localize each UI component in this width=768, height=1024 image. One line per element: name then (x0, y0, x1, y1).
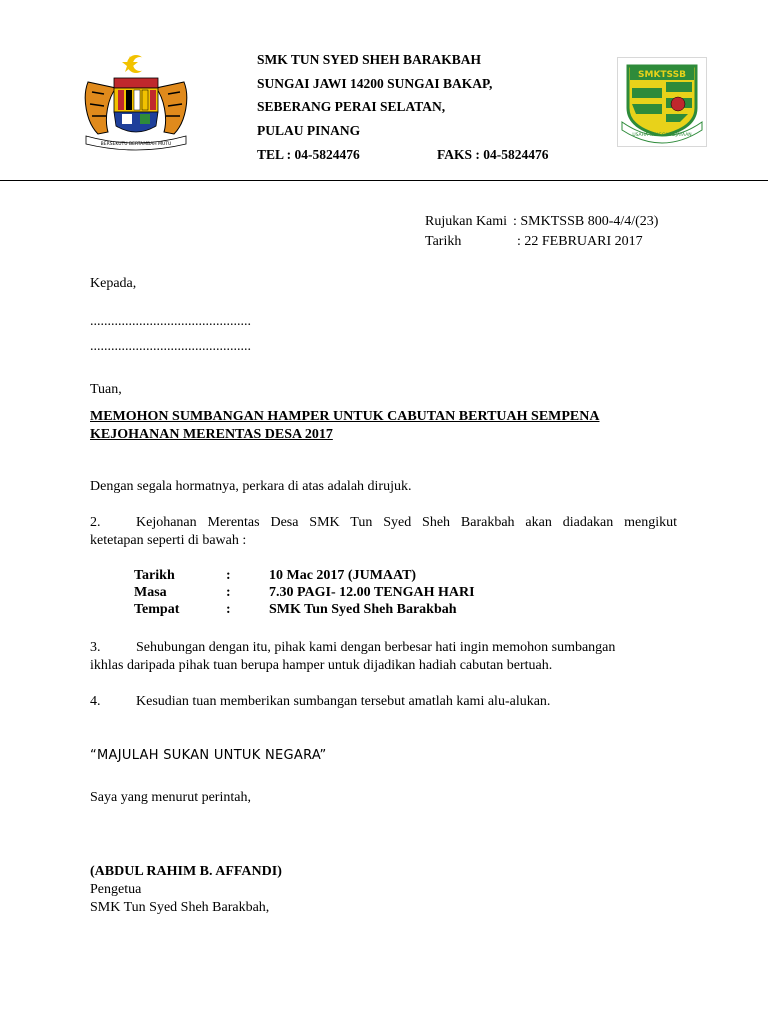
signatory-title: Pengetua (90, 882, 142, 897)
paragraph-4-text: Kesudian tuan memberikan sumbangan tersebut amatlah kami alu-alukan. (136, 694, 551, 709)
paragraph-2-text-cont: ketetapan seperti di bawah : (90, 533, 247, 548)
school-badge-ribbon: USAHA TANGGA KEJAYAAN (632, 133, 692, 138)
recipient-blank-1: .............................................. (90, 314, 251, 329)
closing-motto: “MAJULAH SUKAN UNTUK NEGARA” (90, 748, 327, 763)
detail-value: 10 Mac 2017 (JUMAAT) (269, 568, 417, 583)
detail-value: 7.30 PAGI- 12.00 TENGAH HARI (269, 585, 475, 600)
recipient-to: Kepada, (90, 276, 137, 291)
detail-sep: : (226, 585, 231, 600)
address-line-3: PULAU PINANG (257, 123, 361, 138)
paragraph-3-number: 3. (90, 640, 101, 655)
table-row (134, 567, 475, 584)
sign-off: Saya yang menurut perintah, (90, 790, 251, 805)
detail-sep: : (226, 568, 231, 583)
address-line-1: SUNGAI JAWI 14200 SUNGAI BAKAP, (257, 76, 493, 91)
school-name: SMK TUN SYED SHEH BARAKBAH (257, 52, 482, 67)
subject-line-1: MEMOHON SUMBANGAN HAMPER UNTUK CABUTAN BERTUAH SEMPENA (90, 409, 600, 424)
event-details-table (134, 567, 475, 618)
paragraph-2-number: 2. (90, 515, 101, 530)
header-divider (0, 180, 768, 181)
reference-label: Rujukan Kami (425, 214, 508, 229)
detail-label: Masa (134, 585, 167, 600)
table-row (134, 584, 475, 601)
recipient-blank-2: .............................................. (90, 339, 251, 354)
signatory-organization: SMK Tun Syed Sheh Barakbah, (90, 900, 270, 915)
address-line-2: SEBERANG PERAI SELATAN, (257, 99, 446, 114)
telephone: TEL : 04-5824476 (257, 147, 360, 162)
paragraph-3-text-cont: ikhlas daripada pihak tuan berupa hamper untuk dijadikan hadiah cabutan bertuah. (90, 658, 553, 673)
paragraph-3-text: Sehubungan dengan itu, pihak kami dengan berbesar hati ingin memohon sumbangan (136, 640, 616, 655)
paragraph-4-number: 4. (90, 694, 101, 709)
detail-sep: : (226, 602, 231, 617)
greeting: Tuan, (90, 382, 122, 397)
reference-value: : SMKTSSB 800-4/4/(23) (513, 214, 659, 229)
subject (90, 408, 650, 444)
table-row (134, 601, 475, 618)
coat-of-arms-motto: BERSEKUTU BERTAMBAH MUTU (100, 142, 172, 147)
date-label: Tarikh (425, 234, 462, 249)
detail-label: Tempat (134, 602, 180, 617)
school-badge-text: SMKTSSB (638, 70, 686, 80)
school-badge-logo (617, 57, 707, 147)
fax: FAKS : 04-5824476 (437, 147, 549, 162)
paragraph-4 (90, 693, 677, 711)
date-value: : 22 FEBRUARI 2017 (517, 234, 643, 249)
detail-label: Tarikh (134, 568, 175, 583)
paragraph-2 (90, 514, 677, 550)
signatory-name: (ABDUL RAHIM B. AFFANDI) (90, 864, 282, 879)
paragraph-3 (90, 639, 677, 675)
paragraph-2-text: Kejohanan Merentas Desa SMK Tun Syed Sheh Barakbah akan diadakan mengikut (136, 515, 677, 530)
detail-value: SMK Tun Syed Sheh Barakbah (269, 602, 457, 617)
coat-of-arms-logo (78, 52, 194, 152)
opening-line: Dengan segala hormatnya, perkara di atas adalah dirujuk. (90, 479, 412, 494)
subject-line-2: KEJOHANAN MERENTAS DESA 2017 (90, 427, 333, 442)
